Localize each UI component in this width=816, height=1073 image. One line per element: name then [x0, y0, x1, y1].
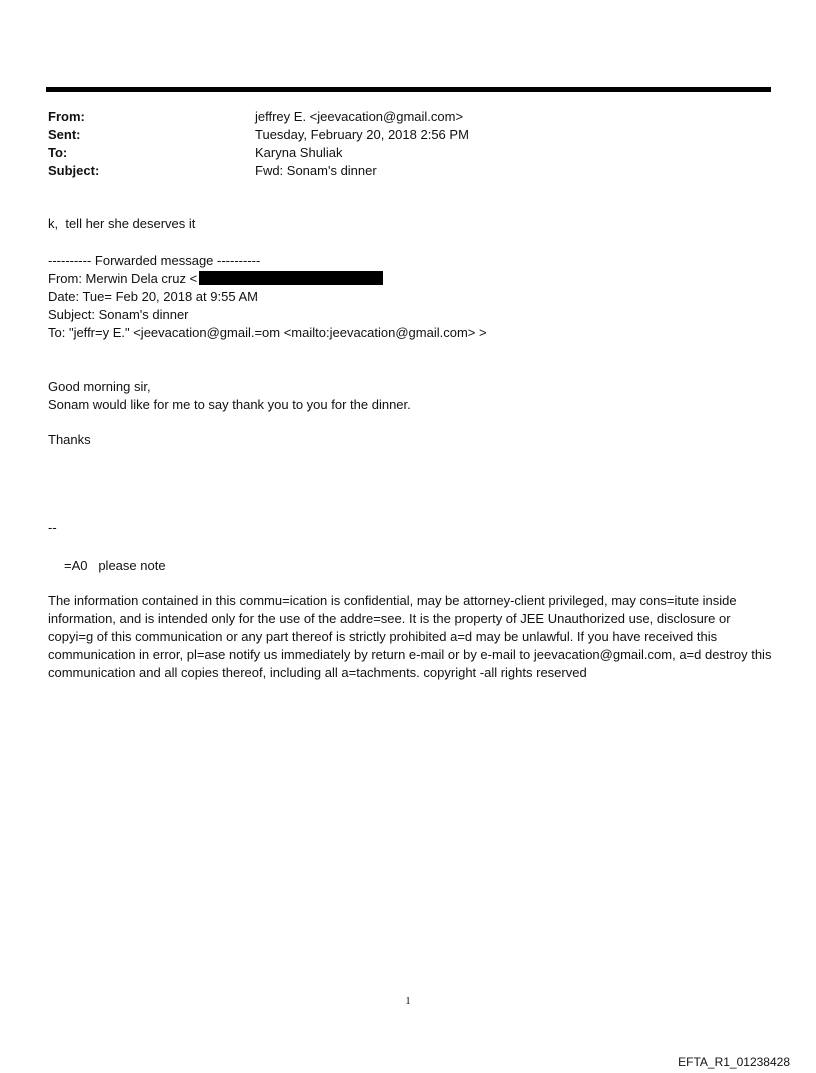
sent-label: Sent: — [48, 127, 81, 142]
disclaimer-paragraph: The information contained in this commu=ication is confidential, may be attorney-client privileged, may cons=itute inside information, and is intended only for the use of the addre=see. It is the property of JEE Unauthorized use, disclosure or copyi=g of this communication or any part thereof is strictly prohibited a=d may be unlawful. If you have received this communication in error, pl=ase notify us immediately by return e-mail or by e-mail to jeevacation@gmail.com, a=d destroy this communication and all copies thereof, including all a=tachments. copyright -all rights reserved — [48, 593, 772, 680]
subject-label: Subject: — [48, 163, 100, 178]
forwarded-from-text: From: Merwin Dela cruz < — [48, 271, 198, 286]
header-rule — [46, 87, 771, 92]
from-label: From: — [48, 109, 85, 124]
note-line: =A0 please note — [64, 558, 166, 573]
forwarded-to-line: To: "jeffr=y E." <jeevacation@gmail.=om <mailto:jeevacation@gmail.com> > — [48, 325, 487, 340]
opening-line: k, tell her she deserves it — [48, 216, 196, 231]
document-id: EFTA_R1_01238428 — [678, 1055, 790, 1069]
email-header — [48, 108, 469, 180]
signoff-line: Thanks — [48, 432, 91, 447]
subject-row — [48, 162, 469, 180]
forward-divider: ---------- Forwarded message ---------- — [48, 253, 261, 268]
sent-value: Tuesday, February 20, 2018 2:56 PM — [255, 127, 469, 142]
message-line: Sonam would like for me to say thank you to you for the dinner. — [48, 397, 411, 412]
sent-row — [48, 126, 469, 144]
from-row — [48, 108, 469, 126]
to-row — [48, 144, 469, 162]
to-value: Karyna Shuliak — [255, 145, 343, 160]
redaction-bar — [199, 271, 383, 285]
forwarded-from-line — [48, 270, 383, 288]
forwarded-subject-line: Subject: Sonam's dinner — [48, 307, 189, 322]
page-number: 1 — [405, 995, 411, 1007]
subject-value: Fwd: Sonam's dinner — [255, 163, 377, 178]
greeting-line: Good morning sir, — [48, 379, 151, 394]
to-label: To: — [48, 145, 68, 160]
signature-separator: -- — [48, 520, 57, 535]
forwarded-date-line: Date: Tue= Feb 20, 2018 at 9:55 AM — [48, 289, 258, 304]
from-value: jeffrey E. <jeevacation@gmail.com> — [255, 109, 464, 124]
